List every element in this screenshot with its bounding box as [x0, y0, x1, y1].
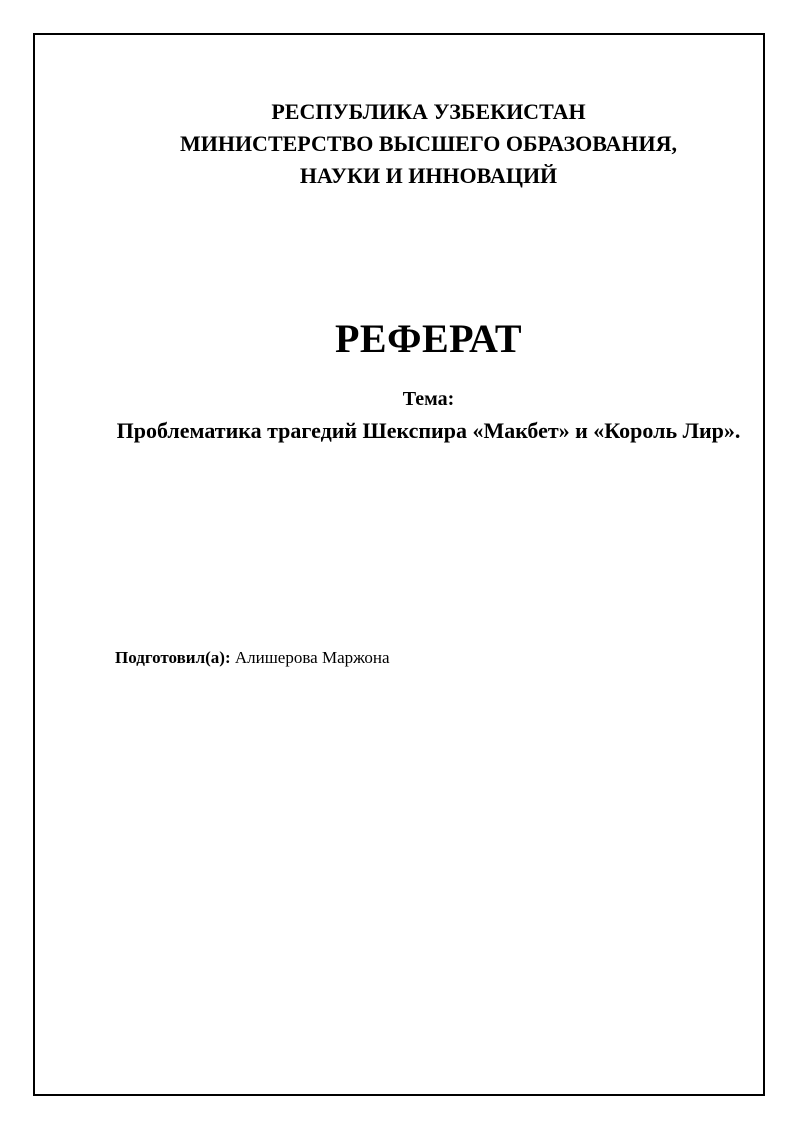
- institution-header: [0, 96, 800, 192]
- header-ministry-continued: НАУКИ И ИННОВАЦИЙ: [299, 163, 558, 188]
- prepared-by-label: Подготовил(а):: [115, 648, 231, 667]
- document-type-title: РЕФЕРАТ: [334, 316, 522, 361]
- header-country: РЕСПУБЛИКА УЗБЕКИСТАН: [271, 99, 586, 124]
- topic-title: Проблематика трагедий Шекспира «Макбет» и «Король Лир».: [116, 418, 741, 443]
- prepared-by-row: [115, 646, 390, 670]
- topic-label: Тема:: [402, 388, 455, 410]
- header-ministry: МИНИСТЕРСТВО ВЫСШЕГО ОБРАЗОВАНИЯ,: [179, 131, 678, 156]
- page-border-frame: [33, 33, 765, 1096]
- author-name: Алишерова Маржона: [234, 648, 390, 667]
